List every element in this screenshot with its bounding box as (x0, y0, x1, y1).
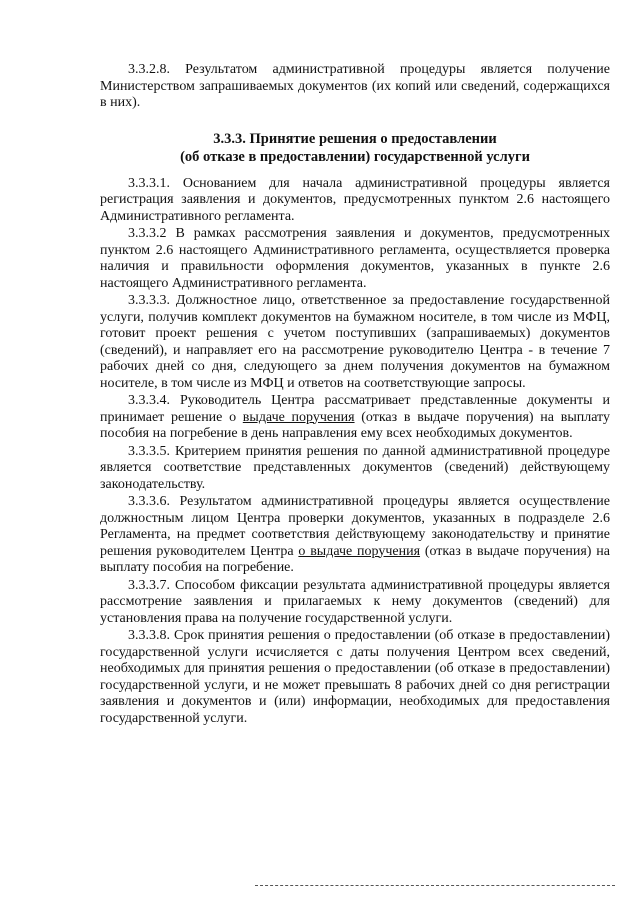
paragraph-3-3-3-4-text-end: (отказ в выдаче поручения) на выплату пособия на погребение в день направления ему всех необходимых документов. (100, 409, 610, 441)
paragraph-3-3-3-3: 3.3.3.3. Должностное лицо, ответственное за предоставление государственной услуги, получив комплект документов на бумажном носителе, в том числе из МФЦ, готовит проект решения с учетом поступивших (запрашиваемых) документов (сведений), и направляет его на рассмотрение руководителю Центра - в течение 7 рабочих дней со дня, следующего за днем получения документов на бумажном носителе, в том числе из МФЦ и ответов на соответствующие запросы. (100, 293, 610, 391)
paragraph-3-3-3-4-text-start: 3.3.3.4. Руководитель Центра рассматривает представленные документы и принимает решение о (100, 393, 610, 425)
section-heading-line-1: 3.3.3. Принятие решения о предоставлении (213, 130, 497, 147)
paragraph-3-3-3-1: 3.3.3.1. Основанием для начала административной процедуры является регистрация заявления и документов, предусмотренных пунктом 2.6 настоящего Административного регламента. (100, 175, 610, 224)
paragraph-3-3-3-2: 3.3.3.2 В рамках рассмотрения заявления и документов, предусмотренных пунктом 2.6 настоящего Административного регламента, осуществляется проверка наличия и правильности оформления документов, указанных в пункте 2.6 настоящего Административного регламента. (100, 226, 610, 291)
section-heading-3-3-3 (100, 130, 610, 166)
underlined-phrase: выдаче поручения (242, 409, 355, 425)
paragraph-3-3-2-8: 3.3.2.8. Результатом административной процедуры является получение Министерством запрашиваемых документов (их копий или сведений, содержащихся в них). (100, 62, 610, 110)
paragraph-3-3-3-8: 3.3.3.8. Срок принятия решения о предоставлении (об отказе в предоставлении) государственной услуги исчисляется с даты получения Центром всех сведений, необходимых для принятия решения о предоставлении (об отказе в предоставлении) государственной услуги, и не может превышать 8 рабочих дней со дня регистрации заявления и документов и (или) информации, необходимых для предоставления государственной услуги. (100, 628, 610, 726)
footer-divider (255, 885, 615, 886)
paragraph-3-3-3-7: 3.3.3.7. Способом фиксации результата административной процедуры является рассмотрение заявления и прилагаемых к нему документов (сведений) для установления права на получение государственной услуги. (100, 577, 610, 626)
paragraph-3-3-3-5: 3.3.3.5. Критерием принятия решения по данной административной процедуре является соответствие представленных документов (сведений) действующему законодательству. (100, 443, 610, 492)
document-page (100, 62, 610, 728)
section-heading-line-2: (об отказе в предоставлении) государственной услуги (180, 148, 530, 165)
paragraph-3-3-3-4 (100, 393, 610, 443)
paragraph-3-3-3-6-text-end: (отказ в выдаче поручения) на выплату пособия на погребение. (100, 543, 610, 575)
paragraph-3-3-3-6-text-start: 3.3.3.6. Результатом административной процедуры является осуществление должностным лицом Центра проверки документов, указанных в подразделе 2.6 Регламента, на предмет соответствия действующему законодательству и принятие решения руководителем Центра (100, 494, 610, 559)
paragraph-3-3-3-6 (100, 494, 610, 577)
underlined-phrase: о выдаче поручения (298, 543, 421, 559)
